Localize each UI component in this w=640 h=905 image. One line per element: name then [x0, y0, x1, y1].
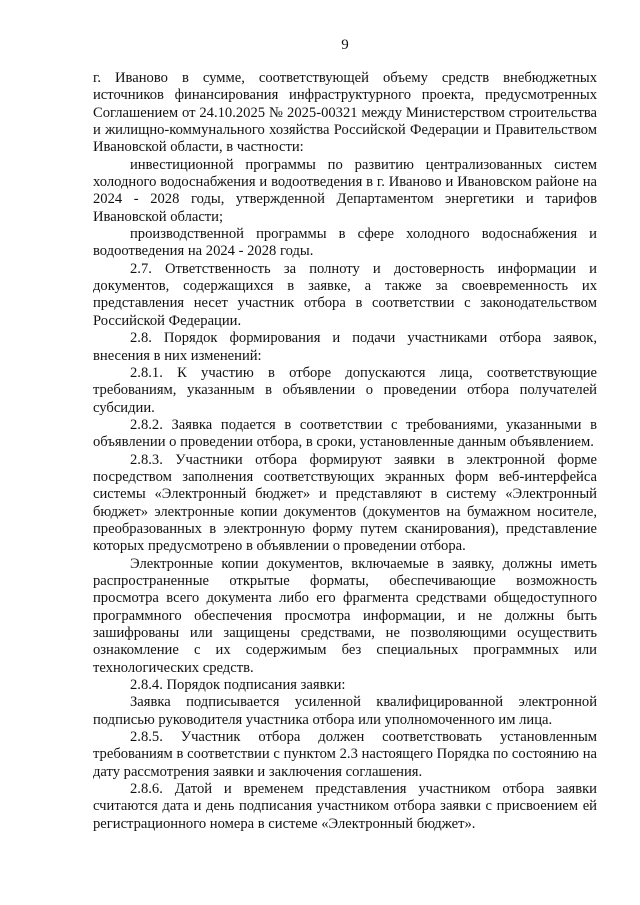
paragraph-funding-sources: г. Иваново в сумме, соответствующей объему средств внебюджетных источников финансирования инфраструктурного проекта, предусмотренных Соглашением от 24.10.2025 № 2025-00321 между Министерством строительства и жилищно-коммунального хозяйства Российской Федерации и Правительством Ивановской области, в частности:: [93, 70, 597, 156]
paragraph-2-8-4: 2.8.4. Порядок подписания заявки:: [130, 677, 346, 694]
document-body: [93, 70, 597, 833]
paragraph-electronic-copies: Электронные копии документов, включаемые в заявку, должны иметь распространенные открытые форматы, обеспечивающие возможность просмотра всего документа либо его фрагмента средствами общедоступного программного обеспечения просмотра информации, и не должны быть зашифрованы или защищены средствами, не позволяющими осуществить ознакомление с их содержимым без специальных программных или технологических средств.: [93, 555, 597, 676]
page-number: 9: [341, 37, 349, 53]
paragraph-2-7: 2.7. Ответственность за полноту и достоверность информации и документов, содержащихся в заявке, а также за своевременность их представления несет участник отбора в соответствии с законодательством Российской Федерации.: [93, 260, 597, 329]
paragraph-production-program: производственной программы в сфере холодного водоснабжения и водоотведения на 2024 - 2028 годы.: [93, 226, 597, 260]
paragraph-investment-program: инвестиционной программы по развитию централизованных систем холодного водоснабжения и водоотведения в г. Иваново и Ивановском районе на 2024 - 2028 годы, утвержденной Департаментом энергетики и тарифов Ивановской области;: [93, 156, 597, 225]
paragraph-2-8-5: 2.8.5. Участник отбора должен соответствовать установленным требованиям в соответствии с пунктом 2.3 настоящего Порядка по состоянию на дату рассмотрения заявки и заключения соглашения.: [93, 729, 597, 780]
paragraph-2-8-6: 2.8.6. Датой и временем представления участником отбора заявки считаются дата и день подписания участником отбора заявки с присвоением ей регистрационного номера в системе «Электронный бюджет».: [93, 781, 597, 832]
paragraph-2-8-3: 2.8.3. Участники отбора формируют заявки в электронной форме посредством заполнения соответствующих экранных форм веб-интерфейса системы «Электронный бюджет» и представляют в систему «Электронный бюджет» электронные копии документов (документов на бумажном носителе, преобразованных в электронную форму путем сканирования), представление которых предусмотрено в объявлении о проведении отбора.: [93, 451, 597, 555]
paragraph-2-8-1: 2.8.1. К участию в отборе допускаются лица, соответствующие требованиям, указанным в объявлении о проведении отбора получателей субсидии.: [93, 364, 597, 416]
paragraph-2-8: 2.8. Порядок формирования и подачи участниками отбора заявок, внесения в них изменений:: [93, 330, 597, 364]
paragraph-2-8-2: 2.8.2. Заявка подается в соответствии с требованиями, указанными в объявлении о проведении отбора, в сроки, установленные данным объявлением.: [93, 416, 597, 451]
paragraph-signature: Заявка подписывается усиленной квалифицированной электронной подписью руководителя участника отбора или уполномоченного им лица.: [93, 694, 597, 728]
document-page: [93, 36, 597, 833]
